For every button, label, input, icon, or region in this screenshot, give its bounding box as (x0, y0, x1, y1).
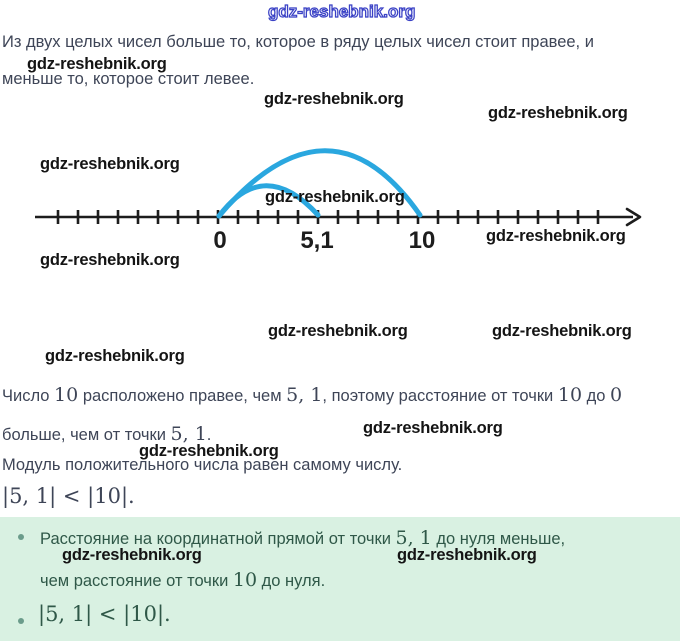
site-watermark: gdz-reshebnik.org (62, 546, 202, 564)
site-watermark: gdz-reshebnik.org (45, 347, 185, 365)
statement-text: до (582, 387, 611, 405)
site-watermark: gdz-reshebnik.org (363, 419, 503, 437)
site-watermark: gdz-reshebnik.org (492, 322, 632, 340)
statement-text: , поэтому расстояние от точки (322, 387, 558, 405)
conclusion-text: Расстояние на координатной прямой от точки (40, 530, 396, 548)
conclusion-line-2 (40, 569, 325, 591)
statement-line-1 (2, 384, 622, 406)
rule-text-line-2: меньше то, которое стоит левее. (2, 70, 255, 88)
site-watermark: gdz-reshebnik.org (264, 90, 404, 108)
statement-text: Число (2, 387, 55, 405)
math-number: 5, 1 (170, 423, 207, 445)
inequality-formula: |5, 1| < |10|. (2, 484, 135, 508)
modulus-note: Модуль положительного числа равен самому числу. (2, 456, 403, 474)
bullet-icon (18, 618, 24, 624)
math-number: 10 (54, 384, 79, 406)
site-watermark: gdz-reshebnik.org (139, 442, 279, 460)
site-watermark: gdz-reshebnik.org (268, 322, 408, 340)
math-number: 0 (610, 384, 623, 406)
site-watermark: gdz-reshebnik.org (265, 188, 405, 206)
axis-label-0: 0 (213, 227, 227, 254)
rule-text-line-1: Из двух целых чисел больше то, которое в ряду целых чисел стоит правее, и (2, 33, 594, 51)
site-watermark: gdz-reshebnik.org (40, 155, 180, 173)
conclusion-text: чем расстояние от точки (40, 572, 233, 590)
statement-text: . (206, 426, 212, 444)
math-number: 5, 1 (286, 384, 323, 406)
conclusion-formula: |5, 1| < |10|. (38, 602, 171, 626)
statement-text: больше, чем от точки (2, 426, 171, 444)
site-watermark: gdz-reshebnik.org (486, 227, 626, 245)
site-watermark: gdz-reshebnik.org (40, 251, 180, 269)
math-number: 10 (557, 384, 583, 406)
math-number: 10 (232, 569, 258, 591)
conclusion-text: до нуля меньше, (431, 530, 566, 548)
site-watermark-blue: gdz-reshebnik.org (268, 2, 416, 21)
statement-text: расположено правее, чем (78, 387, 287, 405)
bullet-icon (18, 534, 24, 540)
site-watermark: gdz-reshebnik.org (397, 546, 537, 564)
site-watermark: gdz-reshebnik.org (488, 104, 628, 122)
conclusion-text: до нуля. (257, 572, 326, 590)
axis-label-5-1: 5,1 (300, 227, 334, 254)
site-watermark: gdz-reshebnik.org (27, 55, 167, 73)
math-number: 5, 1 (395, 527, 432, 549)
axis-label-10: 10 (408, 227, 436, 254)
